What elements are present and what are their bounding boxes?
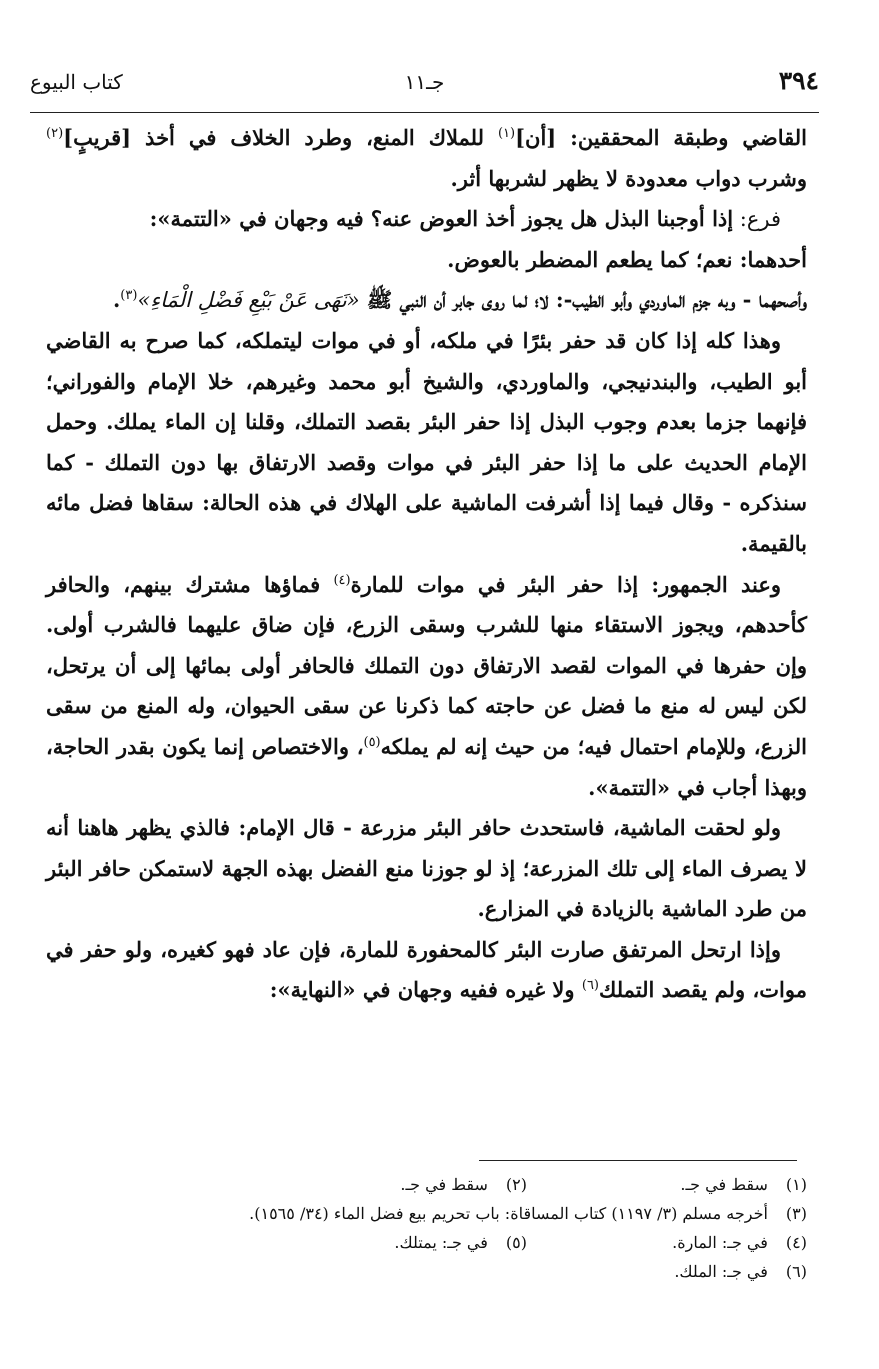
book-title: كتاب البيوع bbox=[30, 70, 123, 94]
footnote-line-3 bbox=[46, 1228, 807, 1257]
footnote-divider bbox=[479, 1160, 797, 1161]
footnote-ref-4[interactable]: (٤) bbox=[333, 572, 351, 588]
footnote-ref-6[interactable]: (٦) bbox=[581, 978, 599, 994]
main-text bbox=[46, 118, 807, 1011]
paragraph-7: ولو لحقت الماشية، فاستحدث حافر البئر مزرعة - قال الإمام: فالذي يظهر هاهنا أنه لا يصرف الماء إلى تلك المزرعة؛ إذ لو جوزنا منع الفضل بهذه الجهة لاستمكن حافر البئر من طرد الماشية بالزيادة في المزارع. bbox=[46, 815, 807, 922]
footnote-6: (٦) في جـ: الملك. bbox=[674, 1262, 807, 1281]
footnote-ref-5[interactable]: (٥) bbox=[363, 734, 381, 750]
footnote-line-4 bbox=[46, 1257, 807, 1286]
footnotes bbox=[46, 1170, 807, 1286]
paragraph-3: أحدهما: نعم؛ كما يطعم المضطر بالعوض. bbox=[447, 246, 807, 272]
footnote-line-1 bbox=[46, 1170, 807, 1199]
paragraph-2: فرع: إذا أوجبنا البذل هل يجوز أخذ العوض عنه؟ فيه وجهان في «التتمة»: bbox=[149, 206, 781, 232]
footnote-ref-1[interactable]: (١) bbox=[497, 126, 516, 141]
footnote-2: (٢) سقط في جـ. bbox=[400, 1175, 527, 1194]
paragraph-6: وعند الجمهور: إذا حفر البئر في موات للمارة$^{(٤)}$ فماؤها مشترك بينهم، والحافر كأحدهم، ويجوز الاستقاء منها للشرب وسقى الزرع، فإن ضاق عليهما فالشرب أولى. وإن حفرها في الموات لقصد الارتفاق دون التملك فالحافر أولى بمائها إلى أن يرتحل، لكن ليس له منع ما فضل عن حاجته كما ذكرنا عن سقى الحيوان، وله المنع من سقى الزرع، وللإمام احتمال فيه؛ من حيث إنه لم يملكه$^{(٥)}$، والاختصاص إنما يكون بقدر الحاجة، وبهذا أجاب في «التتمة». bbox=[46, 571, 808, 800]
running-header bbox=[30, 60, 819, 110]
paragraph-1: القاضي وطبقة المحققين: [أن]$^{(١)}$ للملاك المنع، وطرد الخلاف في أخذ [قريبٍ]$^{(٢)}$ وشرب دواب معدودة لا يظهر لشربها أثر. bbox=[46, 125, 807, 191]
branch-label: فرع: bbox=[733, 207, 781, 232]
footnote-4: (٤) في جـ: المارة. bbox=[672, 1233, 807, 1252]
volume-number: جـ١١ bbox=[404, 70, 445, 94]
footnote-5: (٥) في جـ: يمتلك. bbox=[394, 1233, 527, 1252]
paragraph-8: وإذا ارتحل المرتفق صارت البئر كالمحفورة للمارة، فإن عاد فهو كغيره، ولو حفر في موات، ولم يقصد التملك$^{(٦)}$ ولا غيره ففيه وجهان في «النهاية»: bbox=[46, 936, 807, 1003]
hadith-quote: «نَهَى عَنْ بَيْعِ فَضْلِ الْمَاءِ» bbox=[137, 288, 360, 313]
footnote-1: (١) سقط في جـ. bbox=[680, 1175, 807, 1194]
header-divider bbox=[30, 112, 819, 113]
footnote-ref-3[interactable]: (٣) bbox=[120, 288, 138, 304]
page-number: ٣٩٤ bbox=[778, 66, 819, 95]
paragraph-4: وأصحهما - وبه جزم الماوردي وأبو الطيب-: لا؛ لما روى جابر أن النبي ﷺ «نَهَى عَنْ بَيْعِ فَضْلِ الْمَاءِ»$^{(٣)}$. bbox=[112, 287, 807, 313]
footnote-line-2 bbox=[46, 1199, 807, 1228]
footnote-3: (٣) أخرجه مسلم (٣/ ١١٩٧) كتاب المساقاة: باب تحريم بيع فضل الماء (٣٤/ ١٥٦٥). bbox=[249, 1204, 807, 1223]
footnote-ref-2[interactable]: (٢) bbox=[46, 126, 64, 141]
paragraph-5: وهذا كله إذا كان قد حفر بئرًا في ملكه، أو في موات ليتملكه، كما صرح به القاضي أبو الطيب، والبندنيجي، والماوردي، والشيخ أبو محمد وغيرهم، خلا الإمام والفوراني؛ فإنهما جزما بعدم وجوب البذل إذا حفر البئر بقصد التملك، وقلنا إن الماء يملك. وحمل الإمام الحديث على ما إذا حفر البئر في موات وقصد الارتفاق بها دون التملك - كما سنذكره - وقال فيما إذا أشرفت الماشية على الهلاك في هذه الحالة: سقاها فضل مائه بالقيمة. bbox=[46, 327, 807, 556]
